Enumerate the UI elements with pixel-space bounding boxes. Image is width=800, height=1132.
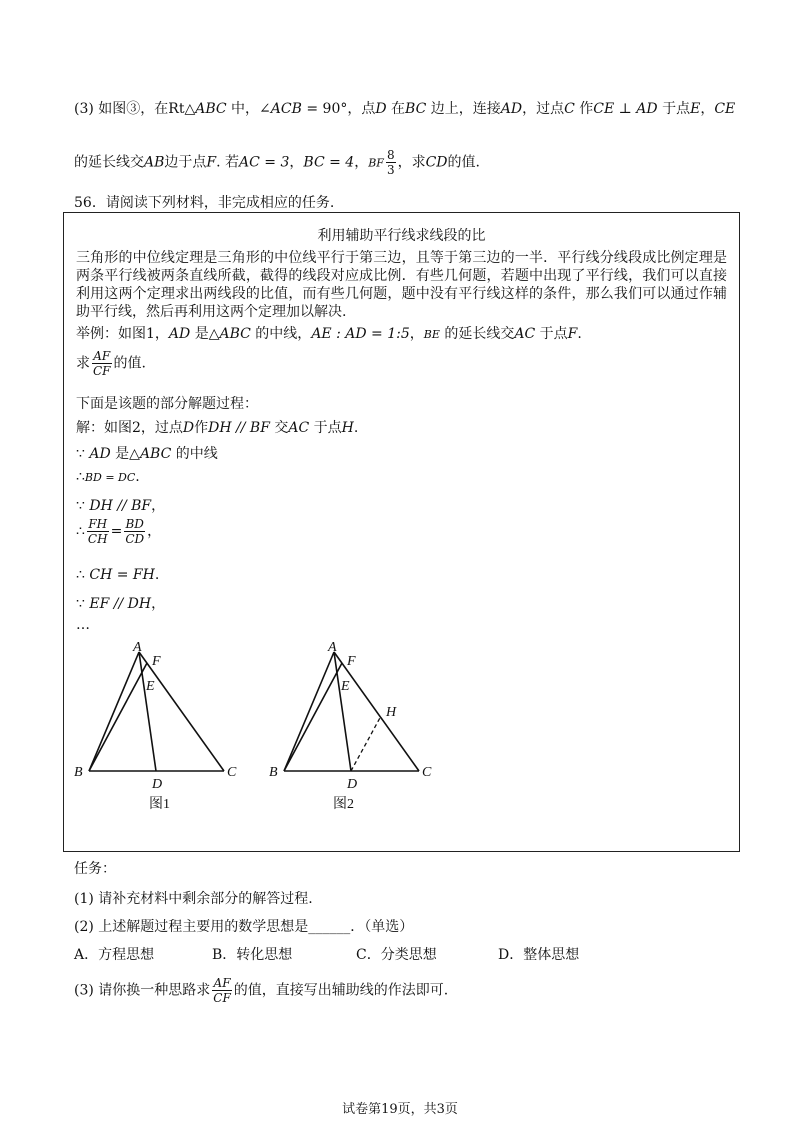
step-4: [76, 517, 161, 546]
fig2-dashed-dh: [351, 716, 381, 771]
fig2-label-d: D: [347, 777, 358, 792]
fraction-numerator: AF: [93, 349, 111, 363]
fig2-caption: 图2: [333, 797, 354, 812]
fraction-denominator: CF: [93, 364, 111, 378]
partial-solution-intro: 下面是该题的部分解题过程：: [76, 396, 258, 412]
equals-sign: =: [110, 523, 123, 540]
fraction-numerator: AF: [213, 976, 231, 990]
example-math: AD: [168, 326, 191, 342]
step-text: .: [135, 469, 140, 485]
fig1-label-c: C: [227, 765, 237, 780]
ask-text: 求: [76, 355, 90, 372]
therefore-symbol: ∴: [76, 567, 85, 583]
q3-math: AD: [500, 101, 523, 117]
solution-text: 交: [269, 420, 289, 436]
fraction-numerator: FH: [88, 517, 108, 531]
example-text: 的延长线交: [439, 326, 515, 342]
solution-text: 作: [194, 420, 209, 436]
fig1-median-ad: [139, 652, 156, 771]
q3-text: ，: [700, 101, 715, 117]
example-text: ，: [409, 326, 424, 342]
q3-text: 中，∠: [226, 101, 271, 117]
q3-math: BF: [368, 156, 384, 170]
ask-line: [76, 349, 146, 378]
q3-text: 于点: [657, 101, 691, 117]
step-text: 的中线: [171, 446, 218, 462]
q3-text: 作: [574, 101, 594, 117]
step-1: [76, 443, 218, 463]
fig2-label-h: H: [386, 705, 397, 720]
q3-math: F: [206, 154, 217, 171]
q3-text: ，: [354, 154, 369, 171]
step-2: [76, 469, 140, 485]
q3-text: . 若: [216, 154, 240, 171]
step-math: ABC: [139, 446, 172, 462]
ask-text: 的值.: [113, 355, 146, 372]
figure-1: [89, 652, 224, 771]
fig2-label-b: B: [269, 765, 278, 780]
example-math: AE : AD = 1:5: [311, 326, 410, 342]
task-3-text: (3) 请你换一种思路求: [74, 982, 211, 999]
solution-math: H: [341, 420, 354, 436]
q3-fraction: [386, 148, 396, 177]
step-6: [76, 593, 165, 613]
step-math: EF // DH: [89, 596, 152, 612]
fig2-side-ac: [334, 652, 419, 771]
fraction-denominator: 3: [386, 163, 395, 177]
q3-math: CE ⊥ AD: [593, 101, 658, 117]
therefore-symbol: ∴: [76, 469, 85, 485]
solution-text: 解：如图2，过点: [76, 420, 183, 436]
q3-math: CD: [425, 154, 448, 171]
fraction-denominator: CF: [213, 991, 231, 1005]
fig1-label-e: E: [146, 679, 155, 694]
q3-math: AB: [144, 154, 165, 171]
fig1-label-a: A: [133, 640, 142, 655]
page-footer: 试卷第19页，共3页: [342, 1102, 458, 1117]
example-text: 于点: [535, 326, 568, 342]
q3-math: CE: [714, 101, 736, 117]
task-2-option-a: A．方程思想: [74, 947, 155, 963]
example-text: 举例：如图1，: [76, 326, 169, 342]
q3-text: = 90°，点: [301, 101, 376, 117]
fraction-numerator: BD: [125, 517, 144, 531]
q3-text: 在: [386, 101, 406, 117]
step-text: ，: [151, 498, 166, 514]
task-3-fraction: [212, 976, 232, 1005]
solution-math: AC: [288, 420, 310, 436]
example-math: ABC: [219, 326, 251, 342]
fig1-label-d: D: [152, 777, 163, 792]
because-symbol: ∵: [76, 596, 85, 612]
q3-text: ，过点: [522, 101, 565, 117]
task-2-option-c: C．分类思想: [356, 947, 437, 963]
step-3: [76, 495, 165, 515]
step-math: DH // BF: [89, 498, 152, 514]
example-text: 的中线，: [250, 326, 312, 342]
example-math: F: [567, 326, 578, 342]
fig1-label-f: F: [152, 654, 161, 669]
fig2-line-bf: [284, 663, 342, 771]
figures: [64, 638, 739, 838]
fig2-side-ab: [284, 652, 334, 771]
material-paragraph: 三角形的中位线定理是三角形的中位线平行于第三边，且等于第三边的一半．平行线分线段成比例定理是两条平行线被两条直线所截，截得的线段对应成比例．有些几何题，若题中出现了平行线，我们可以直接利用这两个定理求出两线段的比值，而有些几何题，题中没有平行线这样的条件，那么我们可以通过作辅助平行线，然后再利用这两个定理加以解决.: [76, 250, 727, 320]
task-2-option-d: D．整体思想: [498, 947, 580, 963]
ratio-fraction-bd-cd: [124, 517, 145, 546]
step-math: CH = FH: [89, 567, 155, 583]
q3-math: BC: [405, 101, 427, 117]
q3-math: BC = 4: [303, 154, 355, 171]
step-text: .: [154, 567, 160, 583]
fig1-caption: 图1: [149, 797, 170, 812]
material-box: [63, 212, 740, 852]
q3-text: 边上，连接: [426, 101, 501, 117]
fig1-line-bf: [89, 663, 147, 771]
fig2-label-f: F: [347, 654, 356, 669]
figure-2: [284, 652, 419, 771]
q3-math: D: [375, 101, 387, 117]
task-2-option-b: B．转化思想: [212, 947, 293, 963]
q3-text: ，求: [397, 154, 426, 171]
because-symbol: ∵: [76, 498, 85, 514]
task-3: [74, 976, 448, 1005]
q3-line-1: [74, 98, 735, 118]
q56-heading: 56．请阅读下列材料，非完成相应的任务.: [74, 195, 335, 211]
fraction-numerator: 8: [386, 148, 395, 162]
q3-text: 的值.: [447, 154, 480, 171]
step-text: ，: [147, 523, 162, 540]
step-text: ，: [151, 596, 166, 612]
figure-1-labels: [74, 640, 237, 812]
solution-text: 于点: [309, 420, 342, 436]
step-5: [76, 567, 159, 583]
q3-math: ABC: [195, 101, 227, 117]
step-math: AD: [89, 446, 111, 462]
solution-math: DH // BF: [208, 420, 270, 436]
tasks-heading: 任务：: [74, 861, 116, 877]
solution-math: D: [182, 420, 195, 436]
material-title: 利用辅助平行线求线段的比: [317, 228, 486, 244]
step-math: BD = DC: [84, 471, 136, 484]
fig2-label-a: A: [328, 640, 337, 655]
q3-math: E: [690, 101, 701, 117]
q3-text: (3) 如图③，在Rt△: [74, 101, 196, 117]
ratio-fraction-fh-ch: [87, 517, 109, 546]
example-math: AC: [514, 326, 536, 342]
fraction-denominator: CD: [125, 532, 145, 546]
example-text: .: [577, 326, 582, 342]
task-3-text: 的值，直接写出辅助线的作法即可.: [233, 982, 449, 999]
fig2-label-e: E: [341, 679, 350, 694]
figure-2-labels: [269, 640, 432, 812]
q3-text: ，: [289, 154, 304, 171]
example-math: BE: [423, 328, 440, 341]
fig2-median-ad: [334, 652, 351, 771]
fig1-side-ac: [139, 652, 224, 771]
step-text: 是△: [110, 446, 140, 462]
example-text: 是△: [190, 326, 220, 342]
fig2-label-c: C: [422, 765, 432, 780]
q3-text: 边于点: [164, 154, 207, 171]
q3-math: C: [564, 101, 575, 117]
task-1: (1) 请补充材料中剩余部分的解答过程.: [74, 891, 313, 907]
solution-text: .: [353, 420, 359, 436]
fig1-label-b: B: [74, 765, 83, 780]
therefore-symbol: ∴: [76, 523, 85, 540]
because-symbol: ∵: [76, 446, 85, 462]
q3-math: AC = 3: [239, 154, 290, 171]
q3-math: ACB: [270, 101, 302, 117]
q3-line-2: [74, 148, 480, 177]
fig1-side-ab: [89, 652, 139, 771]
task-2: (2) 上述解题过程主要用的数学思想是______．（单选）: [74, 919, 414, 935]
ask-fraction: [92, 349, 112, 378]
example-line: [76, 323, 582, 343]
fraction-denominator: CH: [87, 532, 108, 546]
solution-line: [76, 417, 358, 437]
q3-text: 的延长线交: [74, 154, 144, 171]
ellipsis: …: [76, 617, 90, 633]
